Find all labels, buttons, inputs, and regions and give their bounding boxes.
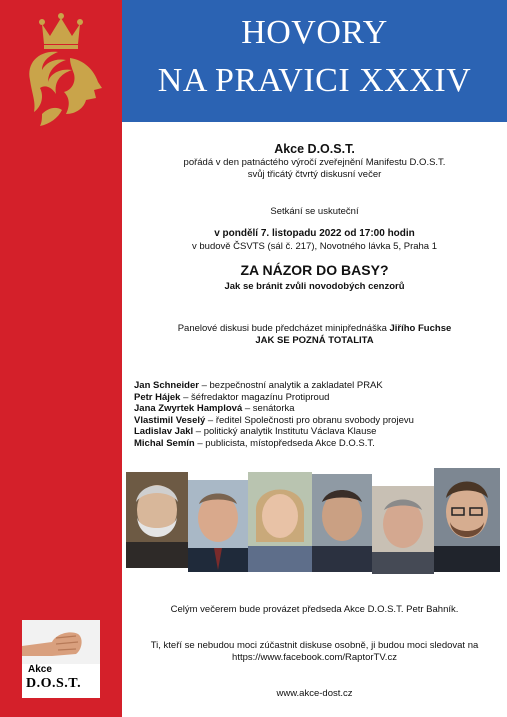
speaker-name: Ladislav Jakl	[134, 426, 194, 437]
speaker-desc: – ředitel Společnosti pro obranu svobody projevu	[205, 414, 414, 426]
speaker-photos	[126, 466, 500, 576]
stream-link[interactable]: https://www.facebook.com/RaptorTV.cz	[232, 652, 397, 663]
poster-title-line1: HOVORY	[241, 14, 388, 51]
speaker-row	[134, 438, 414, 450]
speaker-photo	[312, 474, 372, 572]
meeting-datetime: v pondělí 7. listopadu 2022 od 17:00 hodin	[214, 228, 415, 239]
meeting-intro: Setkání se uskuteční	[270, 206, 359, 217]
organizer-line2: svůj třicátý čtvrtý diskusní večer	[247, 169, 382, 180]
speaker-photo	[248, 472, 312, 572]
speaker-desc: – šéfredaktor magazínu Protiproud	[180, 391, 330, 403]
speaker-row	[134, 392, 414, 404]
speaker-desc: – senátorka	[242, 403, 295, 414]
speakers-list	[134, 380, 414, 449]
speaker-name: Vlastimil Veselý	[134, 414, 206, 426]
speaker-photo	[188, 480, 248, 572]
website-link[interactable]: www.akce-dost.cz	[276, 688, 353, 699]
speaker-row	[134, 415, 414, 427]
organizer-name: Akce D.O.S.T.	[274, 142, 355, 156]
lecturer-name: Jiřího Fuchse	[389, 323, 452, 334]
speaker-photo	[372, 486, 434, 574]
lecture-title: JAK SE POZNÁ TOTALITA	[255, 335, 374, 346]
logo-dost-text: D.O.S.T.	[26, 676, 82, 691]
meeting-place: v budově ČSVTS (sál č. 217), Novotného lávka 5, Praha 1	[191, 241, 438, 252]
speaker-desc: – bezpečnostní analytik a zakladatel PRAK	[198, 380, 383, 391]
crowned-lion-logo	[12, 10, 110, 130]
moderator-note: Celým večerem bude provázet předseda Akce D.O.S.T. Petr Bahník.	[170, 604, 459, 615]
lecture-intro	[122, 323, 507, 335]
topic-title: ZA NÁZOR DO BASY?	[240, 262, 389, 278]
topic-subtitle: Jak se bránit zvůli novodobých cenzorů	[224, 281, 405, 292]
stream-note: Ti, kteří se nebudou moci zúčastnit diskuse osobně, ji budou moci sledovat na	[150, 640, 479, 651]
poster-title-line2: NA PRAVICI XXXIV	[157, 62, 472, 99]
organizer-line1: pořádá v den patnáctého výročí zveřejnění Manifestu D.O.S.T.	[183, 157, 446, 168]
speaker-photo	[434, 468, 500, 572]
speaker-row	[134, 403, 414, 415]
speaker-row	[134, 380, 414, 392]
speaker-name: Petr Hájek	[134, 391, 181, 403]
speaker-desc: – politický analytik Institutu Václava Klause	[193, 426, 377, 437]
speaker-name: Michal Semín	[134, 437, 195, 449]
speaker-name: Jan Schneider	[134, 380, 199, 391]
speaker-row	[134, 426, 414, 438]
logo-akce-text: Akce	[28, 664, 52, 675]
lecture-text: Panelové diskusi bude předcházet minipřednáška	[177, 323, 387, 334]
speaker-desc: – publicista, místopředseda Akce D.O.S.T.	[194, 437, 375, 449]
speaker-photo	[126, 472, 188, 568]
akce-dost-logo	[22, 620, 100, 698]
speaker-name: Jana Zwyrtek Hamplová	[134, 403, 243, 414]
fist-icon	[22, 620, 100, 664]
